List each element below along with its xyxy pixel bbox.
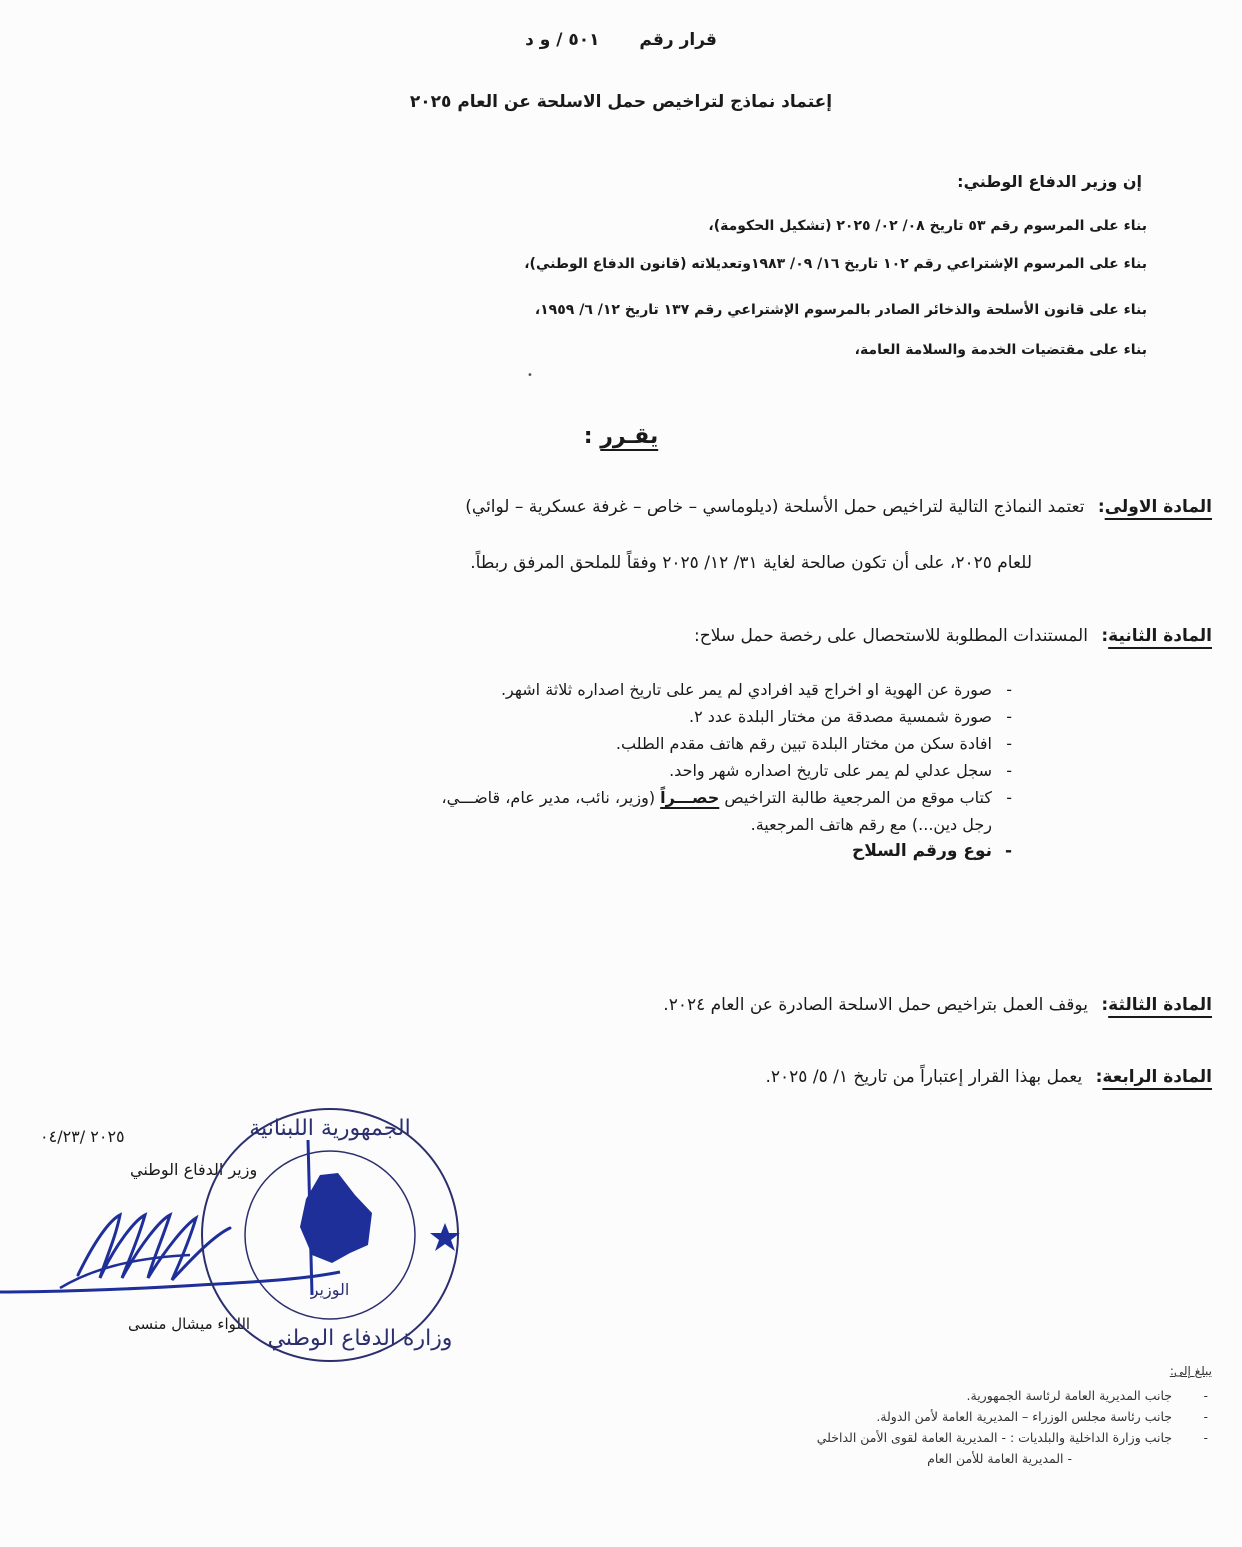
cc-heading: يبلغ إلى: — [1169, 1364, 1212, 1378]
preamble-item: بناء على مقتضيات الخدمة والسلامة العامة، — [854, 342, 1147, 358]
document-item: - افادة سكن من مختار البلدة تبين رقم هاتف مقدم الطلب. — [442, 730, 1013, 757]
document-item: - صورة عن الهوية او اخراج قيد افرادي لم يمر على تاريخ اصداره ثلاثة اشهر. — [442, 676, 1013, 703]
preamble-intro: إن وزير الدفاع الوطني: — [957, 172, 1142, 191]
document-item: - سجل عدلي لم يمر على تاريخ اصداره شهر واحد. — [442, 757, 1013, 784]
document-item-letter-cont: رجل دين...) مع رقم هاتف المرجعية. — [750, 815, 992, 834]
official-seal — [180, 1095, 480, 1375]
article-2-text: المستندات المطلوبة للاستحصال على رخصة حمل سلاح: — [694, 626, 1088, 646]
article-2: المادة الثانية: المستندات المطلوبة للاستحصال على رخصة حمل سلاح: — [694, 626, 1212, 646]
document-item: - صورة شمسية مصدقة من مختار البلدة عدد ٢. — [442, 703, 1013, 730]
cc-item: - جانب رئاسة مجلس الوزراء – المديرية العامة لأمن الدولة. — [817, 1406, 1212, 1427]
article-1: المادة الاولى: تعتمد النماذج التالية لتراخيص حمل الأسلحة (ديلوماسي – خاص – غرفة عسكرية – لوائي) — [465, 497, 1212, 517]
article-1-label: المادة الاولى — [1104, 497, 1212, 517]
resolves-word: يقـرر — [600, 424, 659, 449]
resolves-colon: : — [583, 424, 593, 449]
article-3-label: المادة الثالثة — [1108, 995, 1212, 1015]
cc-item: - جانب وزارة الداخلية والبلديات : - المديرية العامة لقوى الأمن الداخلي — [817, 1427, 1212, 1448]
document-item-letter: - كتاب موقع من المرجعية طالبة التراخيص حصـــراً (وزير، نائب، مدير عام، قاضـــي، — [442, 784, 1013, 811]
seal-inner-text: الوزير — [310, 1280, 350, 1299]
decision-number-line — [0, 30, 1242, 50]
article-4-label: المادة الرابعة — [1102, 1067, 1212, 1087]
signature-date: ٢٠٢٥ /٠٤/٢٣ — [40, 1127, 125, 1146]
document-item-weapon: - نوع ورقم السلاح — [442, 838, 1013, 865]
required-documents-list — [442, 676, 1013, 865]
seal-bottom-text: وزارة الدفاع الوطني — [267, 1326, 453, 1351]
preamble-item: بناء على المرسوم الإشتراعي رقم ١٠٢ تاريخ ١٦/ ٠٩/ ١٩٨٣وتعديلاته (قانون الدفاع الوطني)، — [524, 256, 1147, 272]
signature-title: وزير الدفاع الوطني — [130, 1160, 258, 1179]
signature-name: اللواء ميشال منسى — [128, 1315, 251, 1333]
cc-item-continuation: - المديرية العامة للأمن العام — [927, 1451, 1072, 1466]
cc-list — [817, 1385, 1212, 1469]
article-3-text: يوقف العمل بتراخيص حمل الاسلحة الصادرة عن العام ٢٠٢٤. — [663, 995, 1088, 1015]
decision-title: إعتماد نماذج لتراخيص حمل الاسلحة عن العام ٢٠٢٥ — [409, 92, 833, 112]
decision-label: قرار رقم — [639, 30, 717, 50]
dot-mark: • — [527, 370, 533, 381]
article-4-text: يعمل بهذا القرار إعتباراً من تاريخ ١/ ٥/ ٢٠٢٥. — [765, 1067, 1083, 1087]
decision-number: ٥٠١ / و د — [525, 30, 600, 50]
article-4: المادة الرابعة: يعمل بهذا القرار إعتباراً من تاريخ ١/ ٥/ ٢٠٢٥. — [765, 1067, 1212, 1087]
resolves-heading — [0, 424, 1242, 449]
emphasis-exclusively: حصـــراً — [660, 788, 720, 807]
seal-top-text: الجمهورية اللبنانية — [249, 1116, 411, 1141]
preamble-item: بناء على المرسوم رقم ٥٣ تاريخ ٠٨/ ٠٢/ ٢٠٢٥ (تشكيل الحكومة)، — [708, 218, 1147, 234]
article-1-text: تعتمد النماذج التالية لتراخيص حمل الأسلحة (ديلوماسي – خاص – غرفة عسكرية – لوائي) — [465, 497, 1085, 517]
cc-item: - جانب المديرية العامة لرئاسة الجمهورية. — [817, 1385, 1212, 1406]
article-1-continuation: للعام ٢٠٢٥، على أن تكون صالحة لغاية ٣١/ ١٢/ ٢٠٢٥ وفقاً للملحق المرفق ربطاً. — [470, 553, 1032, 573]
article-2-label: المادة الثانية — [1108, 626, 1212, 646]
preamble-item: بناء على قانون الأسلحة والذخائر الصادر بالمرسوم الإشتراعي رقم ١٣٧ تاريخ ١٢/ ٦/ ١٩٥٩، — [534, 302, 1147, 318]
article-3: المادة الثالثة: يوقف العمل بتراخيص حمل الاسلحة الصادرة عن العام ٢٠٢٤. — [663, 995, 1212, 1015]
